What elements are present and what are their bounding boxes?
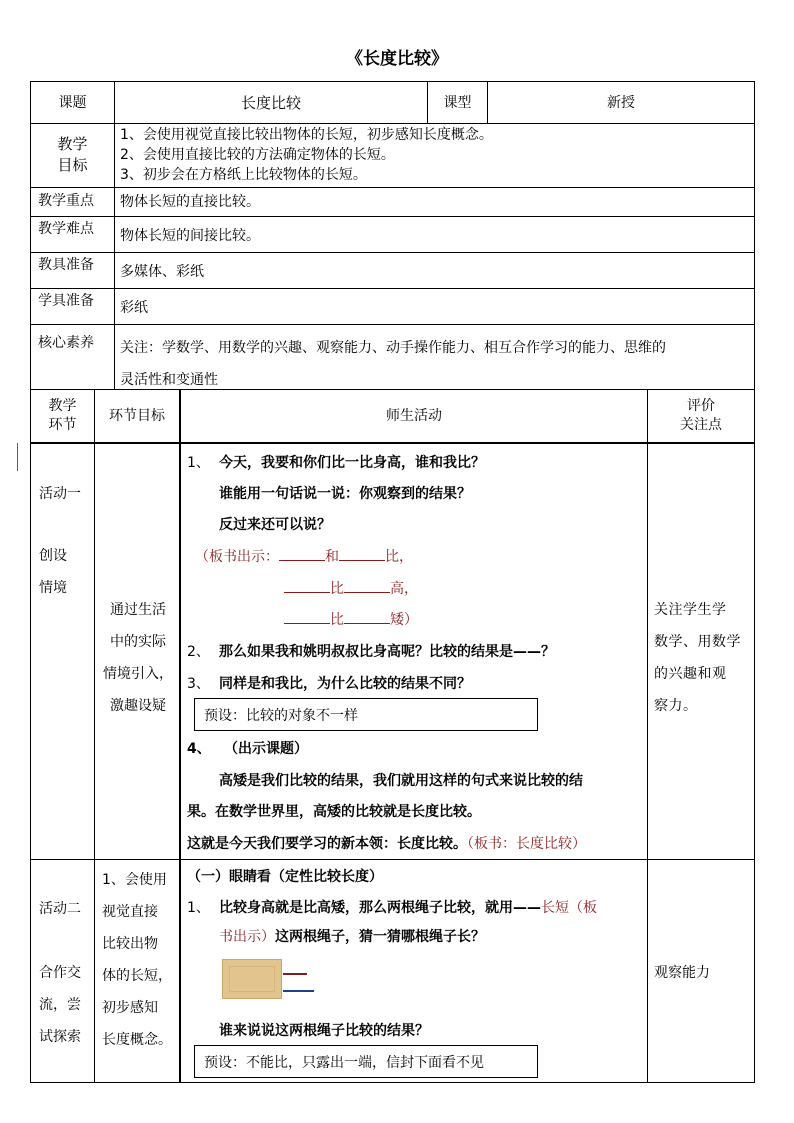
board-blank <box>344 609 390 624</box>
col-stage <box>31 397 94 435</box>
board-line-3 <box>284 609 418 629</box>
board-bi: 比， <box>385 549 413 565</box>
eval-line: 数学、用数学 <box>654 634 741 650</box>
goal-line: 情境引入， <box>103 666 173 682</box>
board-ai: 矮） <box>390 612 418 628</box>
a1-p2: 果。在数学世界里，高矮的比较就是长度比较。 <box>187 804 481 820</box>
key-point-value: 物体长短的直接比较。 <box>120 194 260 210</box>
goal-line: 视觉直接 <box>102 904 158 920</box>
a2-preset: 预设：不能比，只露出一端，信封下面看不见 <box>204 1054 484 1071</box>
literacy-line: 关注：学数学、用数学的兴趣、观察能力、动手操作能力、相互合作学习的能力、思维的 <box>120 340 666 356</box>
teacher-tools-label: 教具准备 <box>38 257 94 273</box>
board-blank <box>279 546 325 561</box>
difficulty-label: 教学难点 <box>38 221 94 237</box>
a1-q4: （出示课题） <box>224 741 308 757</box>
activity2-sub-2: 流，尝 <box>39 997 81 1013</box>
teacher-tools-value: 多媒体、彩纸 <box>120 264 204 280</box>
literacy-label: 核心素养 <box>38 335 94 351</box>
col-stage-line-1: 教学 <box>48 398 77 414</box>
rope-red <box>283 973 307 975</box>
a2-q1b-line <box>219 926 485 946</box>
type-label: 课型 <box>443 94 472 111</box>
a1-p1: 高矮是我们比较的结果，我们就用这样的句式来说比较的结 <box>219 773 583 789</box>
goal-line: 激趣设疑 <box>110 698 166 714</box>
student-tools-value: 彩纸 <box>120 300 148 316</box>
goals-label-line-1: 教学 <box>57 135 88 153</box>
goal-line: 初步感知 <box>102 1000 158 1016</box>
activity1-sub-2: 情境 <box>39 580 67 596</box>
board-line-1 <box>195 546 413 566</box>
a2-q1a: 比较身高就是比高矮，那么两根绳子比较，就用—— <box>219 900 541 916</box>
student-tools-label: 学具准备 <box>38 293 94 309</box>
activity2-eval: 观察能力 <box>654 965 710 981</box>
course-value: 长度比较 <box>240 93 301 112</box>
activity1-name: 活动一 <box>39 486 81 502</box>
a1-p3-line <box>187 833 586 853</box>
goal-item: 1、会使用视觉直接比较出物体的长短，初步感知长度概念。 <box>120 127 493 143</box>
a1-q2: 那么如果我和姚明叔叔比身高呢？比较的结果是——？ <box>219 644 555 660</box>
col-eval-line-2: 关注点 <box>680 417 722 433</box>
a2-q1b: 这两根绳子，猜一猜哪根绳子长？ <box>275 929 485 945</box>
goal-line: 通过生活 <box>110 602 166 618</box>
board-bi2: 比 <box>330 581 344 597</box>
document-title: 《长度比较》 <box>346 49 448 69</box>
goal-line: 体的长短， <box>102 968 172 984</box>
a1-q1c: 反过来还可以说？ <box>219 517 331 533</box>
a1-q1b: 谁能用一句话说一说：你观察到的结果？ <box>219 486 471 502</box>
board-gao: 高， <box>390 581 418 597</box>
activity2-goal <box>102 864 180 1056</box>
board-blank <box>344 578 390 593</box>
a1-q1: 今天，我要和你们比一比身高，谁和我比？ <box>219 455 485 471</box>
eval-line: 察力。 <box>654 698 698 714</box>
margin-mark <box>17 443 18 471</box>
a1-q3: 同样是和我比，为什么比较的结果不同？ <box>219 676 471 692</box>
goal-line: 中的实际 <box>110 634 166 650</box>
goal-item: 3、初步会在方格纸上比较物体的长短。 <box>120 167 367 183</box>
a2-preset-box <box>194 1045 538 1078</box>
goals-label <box>31 134 114 176</box>
activity2-sub-3: 试探索 <box>39 1029 81 1045</box>
a1-q2-num: 2、 <box>187 644 210 660</box>
board-blank <box>284 609 330 624</box>
a1-p3: 这就是今天我们要学习的新本领：长度比较。 <box>187 836 467 852</box>
difficulty-value: 物体长短的间接比较。 <box>120 228 260 244</box>
a1-q3-num: 3、 <box>187 676 210 692</box>
eval-line: 关注学生学 <box>654 602 727 618</box>
board-he: 和 <box>325 549 339 565</box>
course-label: 课题 <box>58 94 87 111</box>
board-bi3: 比 <box>330 612 344 628</box>
a2-q1b-board: 书出示） <box>219 929 275 945</box>
board-line-2 <box>284 578 418 598</box>
type-value: 新授 <box>607 94 635 111</box>
a2-q2: 谁来说说这两根绳子比较的结果？ <box>219 1023 429 1039</box>
goals-label-line-2: 目标 <box>57 156 88 174</box>
goal-line: 1、会使用 <box>102 872 167 888</box>
a2-heading: （一）眼睛看（定性比较长度） <box>187 869 383 885</box>
a2-q1a-line <box>219 897 597 917</box>
activity1-goal <box>97 594 179 722</box>
col-eval <box>648 397 754 435</box>
col-goal: 环节目标 <box>109 408 165 424</box>
envelope-image <box>222 959 282 999</box>
a1-preset-box <box>194 698 538 731</box>
literacy-value <box>120 332 750 396</box>
a1-q1-num: 1、 <box>187 455 210 471</box>
a1-p3-board: （板书：长度比较） <box>467 836 586 852</box>
board-open: （板书出示： <box>195 549 279 565</box>
goal-line: 长度概念。 <box>102 1032 172 1048</box>
col-stage-line-2: 环节 <box>48 417 77 433</box>
eval-line: 的兴趣和观 <box>654 666 727 682</box>
activity1-eval <box>654 594 754 722</box>
a2-q1a-board: 长短（板 <box>541 900 597 916</box>
col-eval-line-1: 评价 <box>687 398 715 414</box>
board-blank <box>339 546 385 561</box>
col-activity: 师生活动 <box>386 408 442 424</box>
goal-item: 2、会使用直接比较的方法确定物体的长短。 <box>120 147 395 163</box>
a1-preset: 预设：比较的对象不一样 <box>204 707 358 724</box>
activity1-sub-1: 创设 <box>39 548 67 564</box>
a2-q1-num: 1、 <box>187 900 210 916</box>
activity2-sub-1: 合作交 <box>39 965 81 981</box>
a1-q4-num: 4、 <box>187 741 211 757</box>
literacy-line: 灵活性和变通性 <box>120 372 218 388</box>
key-point-label: 教学重点 <box>38 193 94 209</box>
rope-blue <box>283 990 314 992</box>
goals-list <box>120 125 750 185</box>
goal-line: 比较出物 <box>102 936 158 952</box>
board-blank <box>284 578 330 593</box>
activity2-name: 活动二 <box>39 901 81 917</box>
